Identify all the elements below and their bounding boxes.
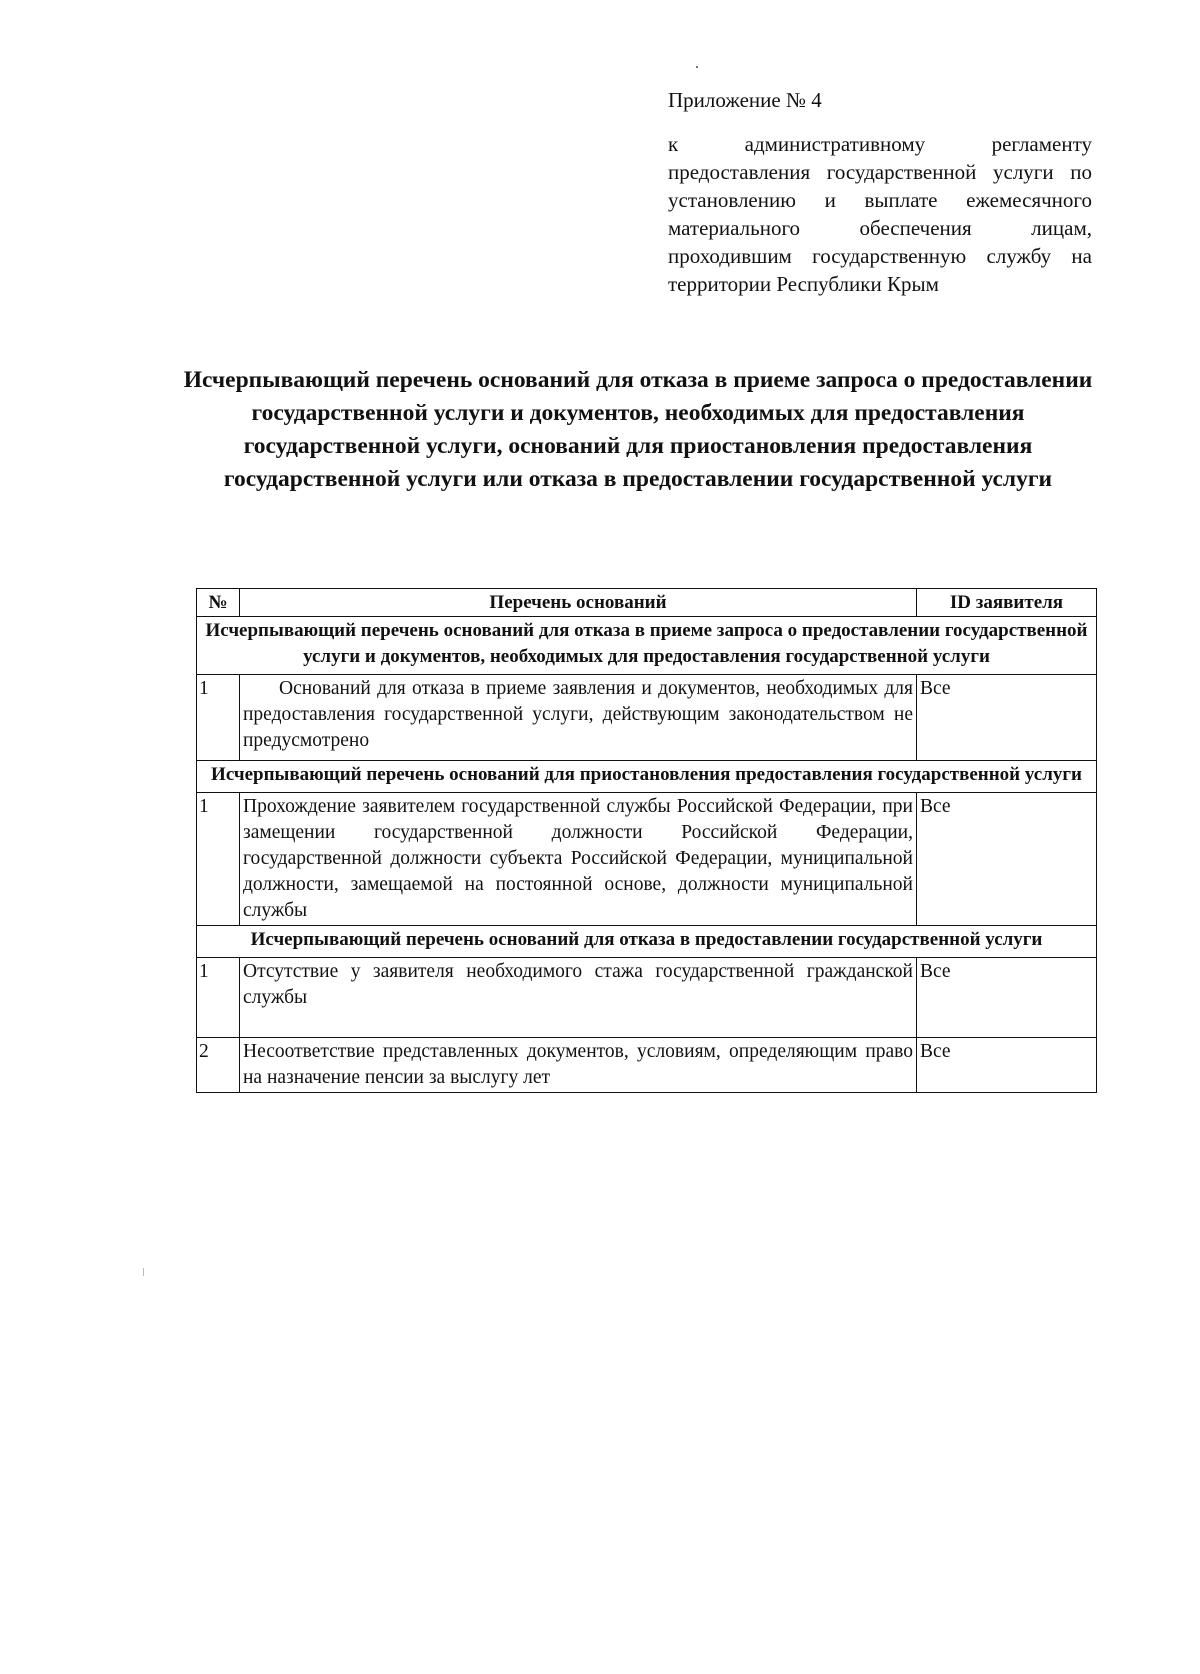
appendix-number: Приложение № 4 [668, 88, 822, 112]
appendix-block [668, 86, 1092, 298]
scan-speck [696, 66, 698, 68]
table-row [197, 793, 1097, 926]
table-header-row [197, 589, 1097, 617]
row-applicant-id: Все [917, 958, 1097, 1038]
section-heading: Исчерпывающий перечень оснований для отказа в предоставлении государственной услуги [197, 926, 1097, 958]
row-number: 1 [197, 958, 240, 1038]
section-row [197, 926, 1097, 958]
row-applicant-id: Все [917, 1038, 1097, 1093]
row-applicant-id: Все [917, 793, 1097, 926]
row-reason: Прохождение заявителем государственной службы Российской Федерации, при замещении государственной должности Российской Федерации, государственной должности субъекта Российской Федерации, муниципальной должности, замещаемой на постоянной основе, должности муниципальной службы [240, 793, 917, 926]
section-heading: Исчерпывающий перечень оснований для отказа в приеме запроса о предоставлении государственной услуги и документов, необходимых для предоставления государственной услуги [197, 617, 1097, 675]
appendix-text: к административному регламенту предоставления государственной услуги по установлению и выплате ежемесячного материального обеспечения лицам, проходившим государственную службу на территории Республики Крым [668, 132, 1092, 296]
row-reason: Оснований для отказа в приеме заявления и документов, необходимых для предоставления государственной услуги, действующим законодательством не предусмотрено [240, 675, 917, 761]
header-applicant-id: ID заявителя [917, 589, 1097, 617]
row-applicant-id: Все [917, 675, 1097, 761]
row-number: 2 [197, 1038, 240, 1093]
margin-mark [143, 1268, 144, 1276]
header-reasons: Перечень оснований [240, 589, 917, 617]
table-row [197, 675, 1097, 761]
grounds-table [196, 588, 1097, 1093]
row-reason: Несоответствие представленных документов, условиям, определяющим право на назначение пенсии за выслугу лет [240, 1038, 917, 1093]
row-reason: Отсутствие у заявителя необходимого стажа государственной гражданской службы [240, 958, 917, 1038]
document-title: Исчерпывающий перечень оснований для отказа в приеме запроса о предоставлении государственной услуги и документов, необходимых для предоставления государственной услуги, оснований для приостановления предоставления государственной услуги или отказа в предоставлении государственной услуги [183, 367, 1093, 492]
row-number: 1 [197, 793, 240, 926]
section-heading: Исчерпывающий перечень оснований для приостановления предоставления государственной услуги [197, 761, 1097, 793]
header-num: № [197, 589, 240, 617]
table-row [197, 1038, 1097, 1093]
section-row [197, 761, 1097, 793]
row-number: 1 [197, 675, 240, 761]
section-row [197, 617, 1097, 675]
table-row [197, 958, 1097, 1038]
